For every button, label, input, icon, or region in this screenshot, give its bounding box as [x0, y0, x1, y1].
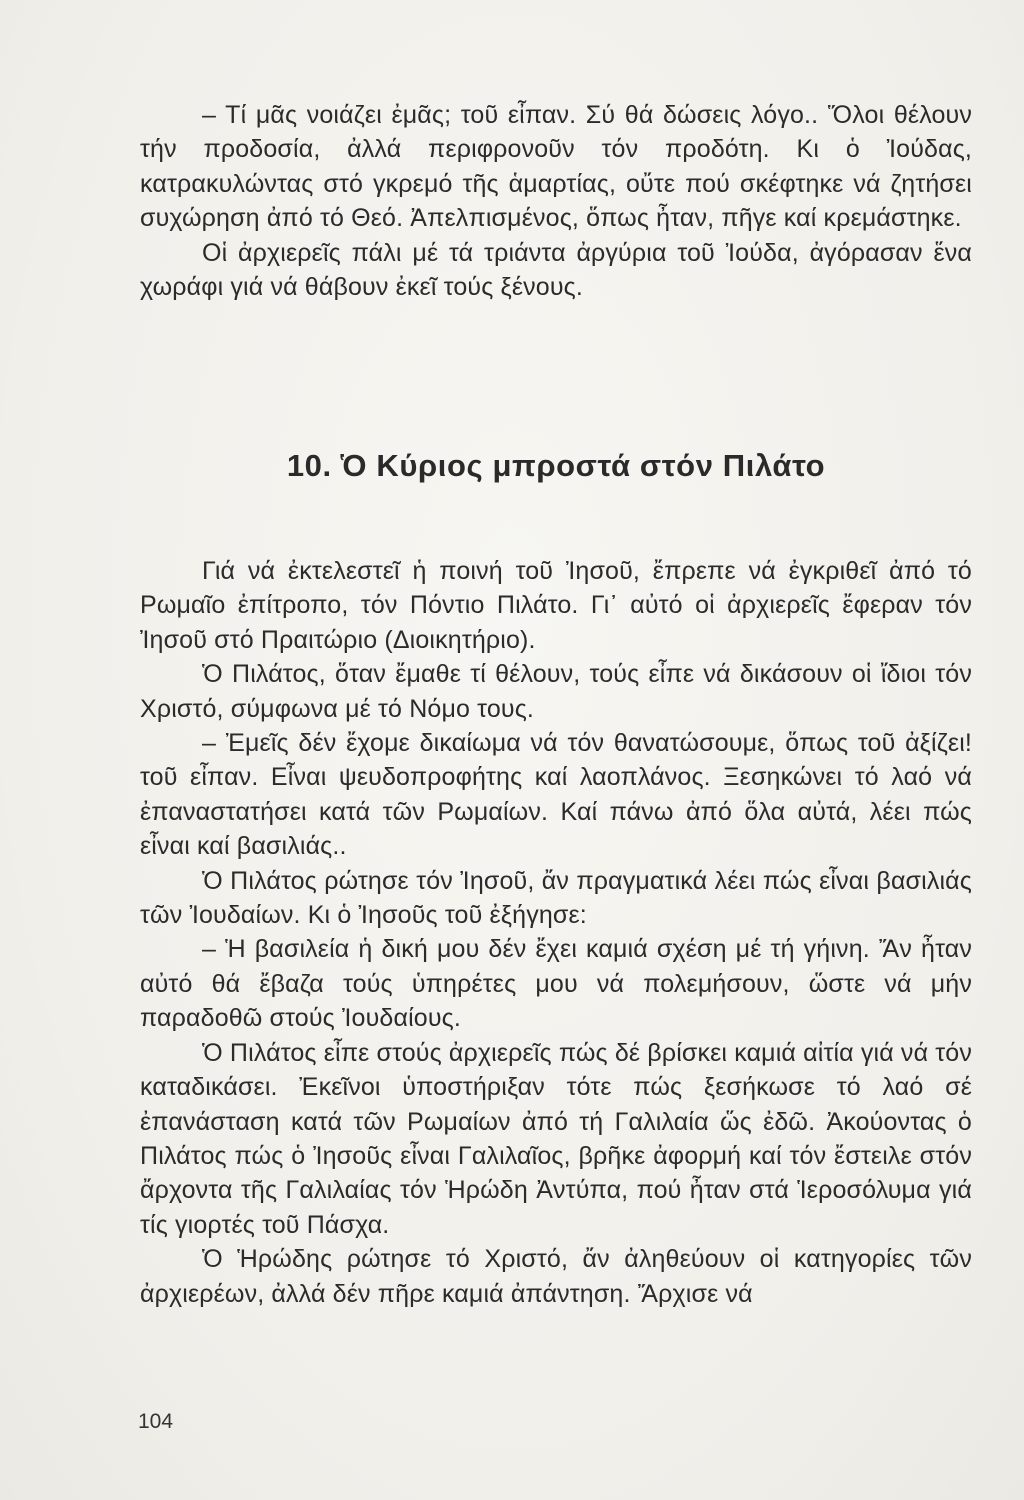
paragraph: – Ἡ βασιλεία ἡ δική μου δέν ἔχει καμιά σχέση μέ τή γήινη. Ἄν ἦταν αὐτό θά ἔβαζα τούς ὑπηρέτες μου νά πολεμήσουν, ὥστε νά μήν παραδοθῶ στούς Ἰουδαίους. — [140, 935, 972, 1033]
paragraph: Ὁ Πιλάτος ρώτησε τόν Ἰησοῦ, ἄν πραγματικά λέει πώς εἶναι βασιλιάς τῶν Ἰουδαίων. Κι ὁ Ἰησοῦς τοῦ ἐξήγησε: — [140, 866, 972, 930]
main-text-block — [140, 554, 972, 1311]
paragraph: Ὁ Πιλάτος εἶπε στούς ἀρχιερεῖς πώς δέ βρίσκει καμιά αἰτία γιά νά τόν καταδικάσει. Ἐκεῖνοι ὑποστήριξαν τότε πώς ξεσήκωσε τό λαό σέ ἐπανάσταση κατά τῶν Ρωμαίων ἀπό τή Γαλιλαία ὥς ἐδῶ. Ἀκούοντας ὁ Πιλάτος πώς ὁ Ἰησοῦς εἶναι Γαλιλαῖος, βρῆκε ἀφορμή καί τόν ἔστειλε στόν ἄρχοντα τῆς Γαλιλαίας τόν Ἡρώδη Ἀντύπα, πού ἦταν στά Ἱεροσόλυμα γιά τίς γιορτές τοῦ Πάσχα. — [140, 1038, 973, 1239]
paragraph: – Ἐμεῖς δέν ἔχομε δικαίωμα νά τόν θανατώσουμε, ὅπως τοῦ ἀξίζει! τοῦ εἶπαν. Εἶναι ψευδοπροφήτης καί λαοπλάνος. Ξεσηκώνει τό λαό νά ἐπαναστατήσει κατά τῶν Ρωμαίων. Καί πάνω ἀπό ὅλα αὐτά, λέει πώς εἶναι καί βασιλιάς.. — [140, 729, 972, 861]
page-number: 104 — [138, 1410, 174, 1433]
paragraph: Ὁ Ἡρώδης ρώτησε τό Χριστό, ἄν ἀληθεύουν οἱ κατηγορίες τῶν ἀρχιερέων, ἀλλά δέν πῆρε καμιά ἀπάντηση. Ἄρχισε νά — [140, 1245, 972, 1308]
paragraph: Οἱ ἀρχιερεῖς πάλι μέ τά τριάντα ἀργύρια τοῦ Ἰούδα, ἀγόρασαν ἕνα χωράφι γιά νά θάβουν ἐκεῖ τούς ξένους. — [140, 238, 972, 302]
paragraph: Γιά νά ἐκτελεστεῖ ἡ ποινή τοῦ Ἰησοῦ, ἔπρεπε νά ἐγκριθεῖ ἀπό τό Ρωμαῖο ἐπίτροπο, τόν Πόντιο Πιλάτο. Γι᾿ αὐτό οἱ ἀρχιερεῖς ἔφεραν τόν Ἰησοῦ στό Πραιτώριο (Διοικητήριο). — [140, 557, 972, 654]
top-text-block — [140, 98, 972, 304]
chapter-heading: 10. Ὁ Κύριος μπροστά στόν Πιλάτο — [286, 448, 826, 483]
paragraph: – Τί μᾶς νοιάζει ἐμᾶς; τοῦ εἶπαν. Σύ θά δώσεις λόγο.. Ὅλοι θέλουν τήν προδοσία, ἀλλά περιφρονοῦν τόν προδότη. Κι ὁ Ἰούδας, κατρακυλώντας στό γκρεμό τῆς ἁμαρτίας, οὔτε πού σκέφτηκε νά ζητήσει συχώρηση ἀπό τό Θεό. Ἀπελπισμένος, ὅπως ἦταν, πῆγε καί κρεμάστηκε. — [140, 101, 972, 233]
paragraph: Ὁ Πιλάτος, ὅταν ἔμαθε τί θέλουν, τούς εἶπε νά δικάσουν οἱ ἴδιοι τόν Χριστό, σύμφωνα μέ τό Νόμο τους. — [140, 660, 972, 723]
